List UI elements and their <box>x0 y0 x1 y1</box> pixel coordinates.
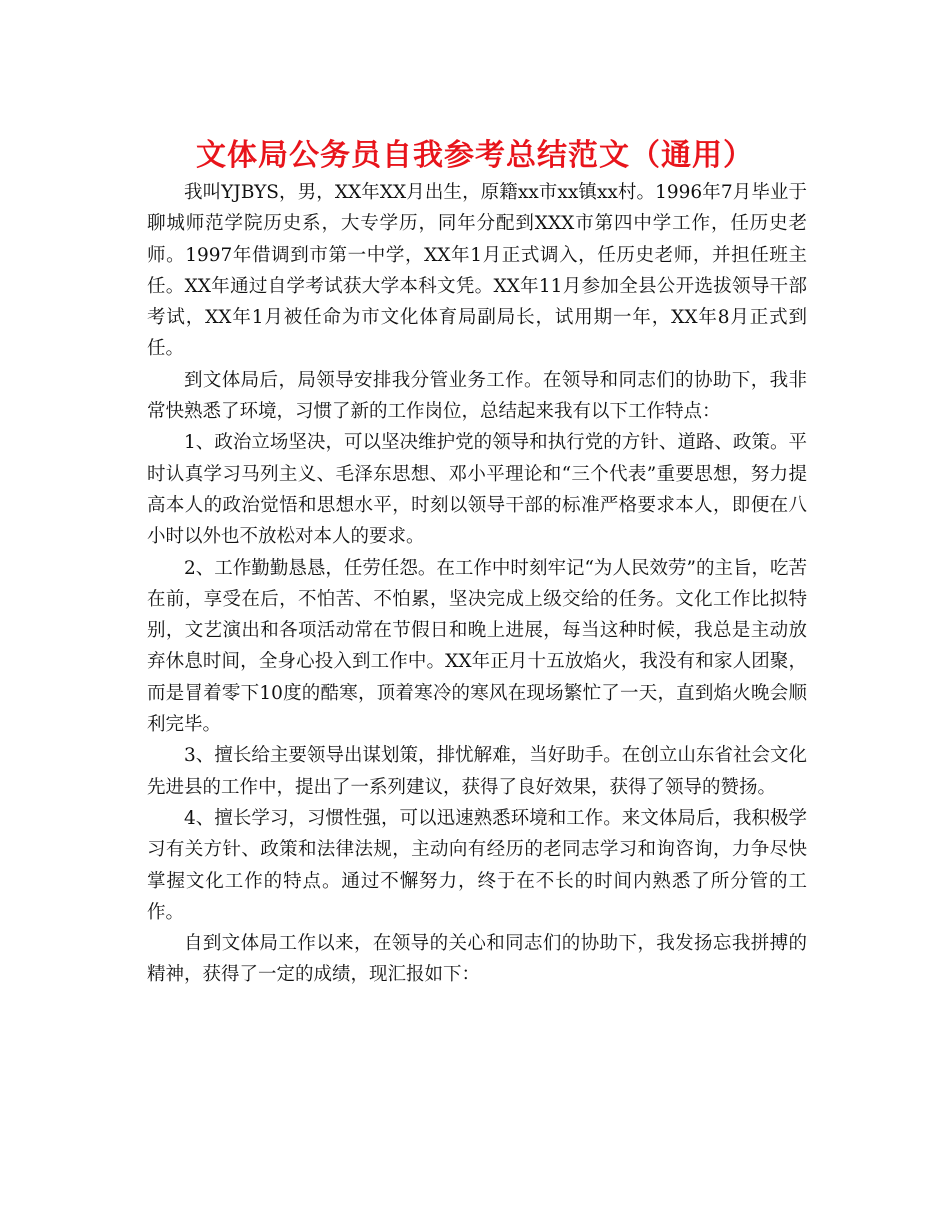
paragraph-point-1: 1、政治立场坚决，可以坚决维护党的领导和执行党的方针、道路、政策。平时认真学习马列主义、毛泽东思想、邓小平理论和“三个代表”重要思想，努力提高本人的政治觉悟和思想水平，时刻以领导干部的标准严格要求本人，即便在八小时以外也不放松对本人的要求。 <box>147 432 807 548</box>
document-title: 文体局公务员自我参考总结范文（通用） <box>196 138 754 173</box>
paragraph-point-3: 3、擅长给主要领导出谋划策，排忧解难，当好助手。在创立山东省社会文化先进县的工作中，提出了一系列建议，获得了良好效果，获得了领导的赞扬。 <box>147 745 807 798</box>
document-body <box>147 177 807 991</box>
paragraph-point-4: 4、擅长学习，习惯性强，可以迅速熟悉环境和工作。来文体局后，我积极学习有关方针、政策和法律法规，主动向有经历的老同志学习和询咨询，力争尽快掌握文化工作的特点。通过不懈努力，终于在不长的时间内熟悉了所分管的工作。 <box>147 807 807 923</box>
paragraph-personal-info: 我叫YJBYS，男，XX年XX月出生，原籍xx市xx镇xx村。1996年7月毕业于聊城师范学院历史系，大专学历，同年分配到XXX市第四中学工作，任历史老师。1997年借调到市第一中学，XX年1月正式调入，任历史老师，并担任班主任。XX年通过自学考试获大学本科文凭。XX年11月参加全县公开选拔领导干部考试，XX年1月被任命为市文化体育局副局长，试用期一年，XX年8月正式到任。 <box>147 182 807 360</box>
paragraph-point-2: 2、工作勤勤恳恳，任劳任怨。在工作中时刻牢记“为人民效劳”的主旨，吃苦在前，享受在后，不怕苦、不怕累，坚决完成上级交给的任务。文化工作比拟特别，文艺演出和各项活动常在节假日和晚上进展，每当这种时候，我总是主动放弃休息时间，全身心投入到工作中。XX年正月十五放焰火，我没有和家人团聚，而是冒着零下10度的酷寒，顶着寒冷的寒风在现场繁忙了一天，直到焰火晚会顺利完毕。 <box>147 557 807 736</box>
paragraph-summary: 自到文体局工作以来，在领导的关心和同志们的协助下，我发扬忘我拼搏的精神，获得了一定的成绩，现汇报如下： <box>147 933 807 986</box>
paragraph-intro-work: 到文体局后，局领导安排我分管业务工作。在领导和同志们的协助下，我非常快熟悉了环境，习惯了新的工作岗位，总结起来我有以下工作特点： <box>147 369 807 423</box>
